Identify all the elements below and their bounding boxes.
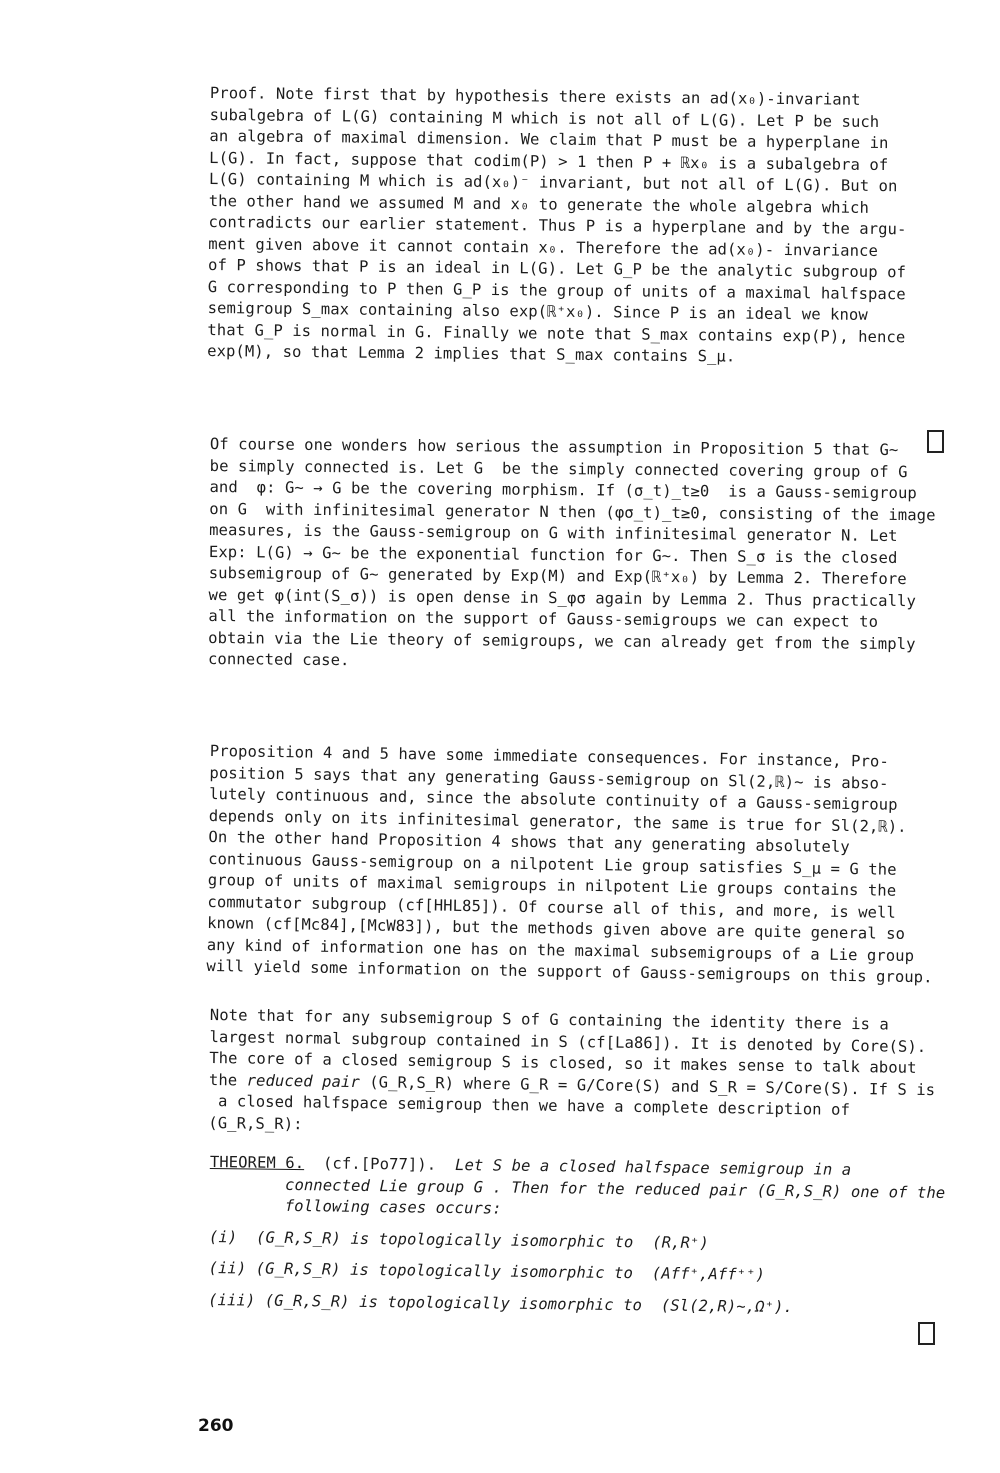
consequences-paragraph: Proposition 4 and 5 have some immediate consequences. For instance, Pro- position 5 says that any generating Gauss-semigroup on Sl(2,ℝ)~ is abso- lutely continuous and, since the absolute continuity of a Gauss-semigroup depends only on its infinitesimal generator, the same is true for Sl(2,ℝ). On the other hand Proposition 4 shows that any generating absolutely continuous Gauss-semigroup on a nilpotent Lie group satisfies S_μ = G the group of units of maximal semigroups in nilpotent Lie groups contains the commutator subgroup (cf[HHL85]). Of course all of this, and more, is well known (cf[Mc84],[McW83]), but the methods given above are quite general so any kind of information one has on the maximal subsemigroups of a Lie group will yield some information on the support of Gauss-semigroups on this group. xyxy=(206,741,933,987)
proof-paragraph: Proof. Note first that by hypothesis there exists an ad(x₀)-invariant subalgebra of L(G) containing M which is not all of L(G). Let P be such an algebra of maximal dimension. We claim that P must be a hyperplane in L(G). In fact, suppose that codim(P) > 1 then P + ℝx₀ is a subalgebra of L(G) containing M which is ad(x₀)⁻ invariant, but not all of L(G). But on the other hand we assumed M and x₀ to generate the whole algebra which contradicts our earlier statement. Thus P is a hyperplane and by the argu- ment given above it cannot contain x₀. Therefore the ad(x₀)- invariance of P shows that P is an ideal in L(G). Let G_P be the analytic subgroup of G corresponding to P then G_P is the group of units of a maximal halfspace semigroup S_max containing also exp(ℝ⁺x₀). Since P is an ideal we know that G_P is normal in G. Finally we note that S_max contains exp(P), hence exp(M), so that Lemma 2 implies that S_max contains S_μ. xyxy=(207,83,907,366)
covering-paragraph: Of course one wonders how serious the assumption in Proposition 5 that G~ be simply connected is. Let G be the simply connected covering group of G and φ: G~ → G be the covering morphism. If (σ_t)_t≥0 is a Gauss-semigroup on G with infinitesimal generator N then (φσ_t)_t≥0, consisting of the image measures, is the Gauss-semigroup on G with infinitesimal generator N. Let Exp: L(G) → G~ be the exponential function for G~. Then S_σ is the closed subsemigroup of G~ generated by Exp(M) and Exp(ℝ⁺x₀) by Lemma 2. Therefore we get φ(int(S_σ)) is open dense in S_φσ again by Lemma 2. Thus practically all the information on the support of Gauss-semigroups we can expect to obtain via the Lie theory of semigroups, we can already get from the simply connected case. xyxy=(207,434,936,670)
theorem-6 xyxy=(208,1152,955,1320)
core-text-end: (G_R,S_R) where G_R = G/Core(S) and S_R = S/Core(S). If S is a closed halfspace semigroup then we have a complete description of (G_R,S_R): xyxy=(208,1072,936,1133)
theorem-citation: (cf.[Po77]). xyxy=(304,1154,437,1174)
theorem-label: THEOREM 6. xyxy=(209,1152,305,1173)
theorem-case-iii: (iii) (G_R,S_R) is topologically isomorphic to (Sl(2,R)~,Ω⁺). xyxy=(208,1290,794,1316)
theorem-qed-mark-icon xyxy=(918,1322,935,1345)
core-text-start: Note that for any subsemigroup S of G containing the identity there is a largest normal subgroup contained in S (cf[La86]). It is denoted by Core(S). The core of a closed semigroup S is closed, so it makes sense to talk about the xyxy=(208,1005,927,1090)
reduced-pair-term: reduced pair xyxy=(246,1071,360,1091)
theorem-case-ii: (ii) (G_R,S_R) is topologically isomorphic to (Aff⁺,Aff⁺⁺) xyxy=(208,1258,766,1284)
theorem-statement: Let S be a closed halfspace semigroup in a connected Lie group G . Then for the reduced pair (G_R,S_R) one of the following cases occurs: xyxy=(209,1155,946,1218)
theorem-case-i: (i) (G_R,S_R) is topologically isomorphic to (R,R⁺) xyxy=(208,1227,709,1252)
core-paragraph xyxy=(208,1005,955,1144)
page-number: 260 xyxy=(198,1416,234,1436)
